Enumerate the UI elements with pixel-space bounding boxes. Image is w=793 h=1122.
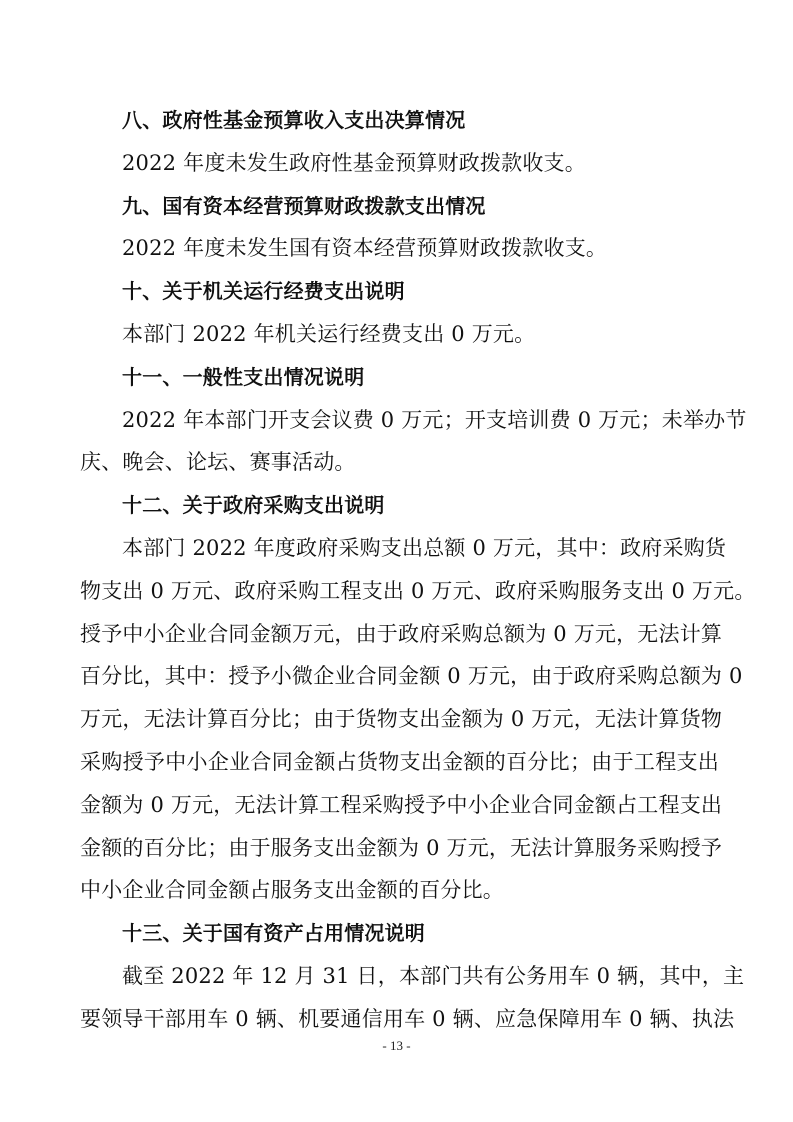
section-heading: 十、关于机关运行经费支出说明 (122, 279, 405, 304)
paragraph-line: 本部门 2022 年度政府采购支出总额 0 万元，其中：政府采购货 (122, 535, 727, 560)
section-heading: 十三、关于国有资产占用情况说明 (122, 921, 425, 946)
paragraph-line: 金额的百分比；由于服务支出金额为 0 万元，无法计算服务采购授予 (80, 835, 723, 860)
paragraph-line: 本部门 2022 年机关运行经费支出 0 万元。 (122, 321, 536, 346)
document-body (80, 99, 756, 1041)
paragraph-line: 金额为 0 万元，无法计算工程采购授予中小企业合同金额占工程支出 (80, 792, 723, 817)
paragraph-line: 截至 2022 年 12 月 31 日，本部门共有公务用车 0 辆，其中，主 (122, 963, 745, 988)
paragraph-line: 物支出 0 万元、政府采购工程支出 0 万元、政府采购服务支出 0 万元。 (80, 578, 756, 603)
paragraph-line: 要领导干部用车 0 辆、机要通信用车 0 辆、应急保障用车 0 辆、执法 (80, 1006, 735, 1031)
section-heading: 九、国有资本经营预算财政拨款支出情况 (122, 193, 486, 218)
paragraph-line: 万元，无法计算百分比；由于货物支出金额为 0 万元，无法计算货物 (80, 707, 723, 732)
paragraph-line: 采购授予中小企业合同金额占货物支出金额的百分比；由于工程支出 (80, 749, 719, 774)
paragraph-line: 2022 年度未发生国有资本经营预算财政拨款收支。 (122, 236, 608, 261)
paragraph-line: 百分比，其中：授予小微企业合同金额 0 万元，由于政府采购总额为 0 (80, 664, 743, 689)
paragraph-line: 2022 年度未发生政府性基金预算财政拨款收支。 (122, 150, 586, 175)
section-heading: 十一、一般性支出情况说明 (122, 364, 365, 389)
section-heading: 十二、关于政府采购支出说明 (122, 493, 385, 518)
paragraph-line: 庆、晚会、论坛、赛事活动。 (80, 450, 356, 475)
paragraph-line: 授予中小企业合同金额万元，由于政府采购总额为 0 万元，无法计算 (80, 621, 723, 646)
paragraph-line: 2022 年本部门开支会议费 0 万元；开支培训费 0 万元；未举办节 (122, 407, 747, 432)
paragraph-line: 中小企业合同金额占服务支出金额的百分比。 (80, 878, 504, 903)
section-heading: 八、政府性基金预算收入支出决算情况 (122, 108, 466, 132)
page-number: - 13 - (382, 1038, 411, 1053)
